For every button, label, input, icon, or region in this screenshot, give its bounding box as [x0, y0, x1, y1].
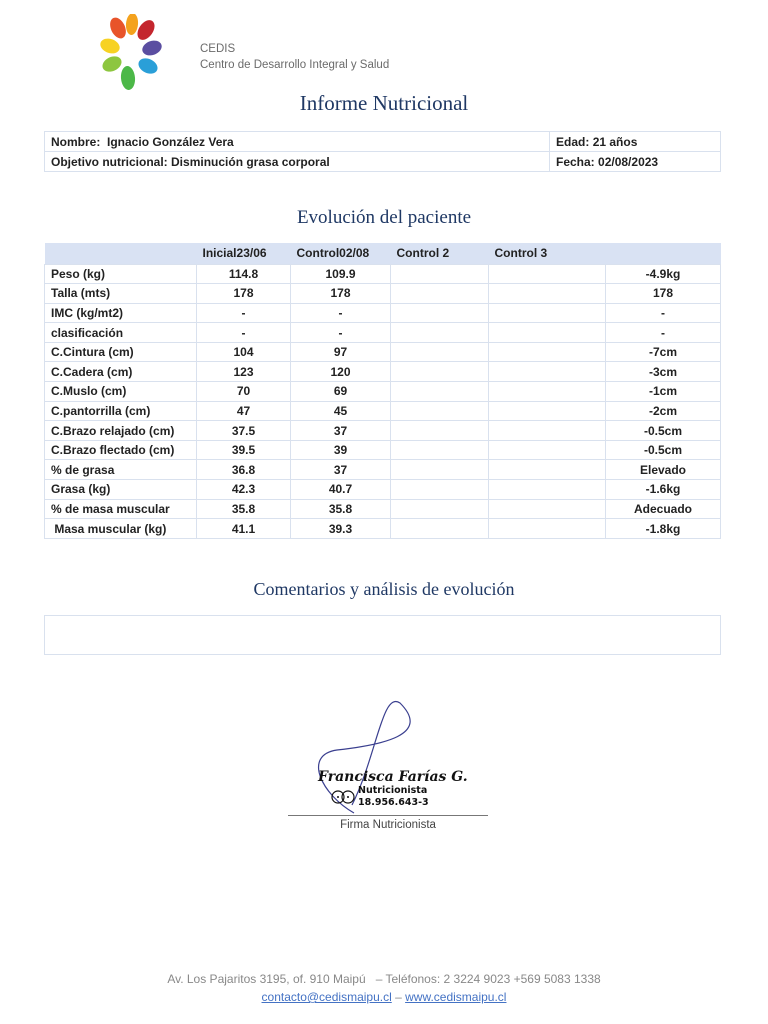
control-2-value [391, 303, 489, 323]
control-3-value [489, 480, 606, 500]
patient-name-label: Nombre: [51, 134, 101, 149]
measure-label: C.Cadera (cm) [45, 362, 197, 382]
signature-rut: 18.956.643-3 [358, 797, 429, 808]
patient-name: Ignacio González Vera [107, 134, 234, 149]
evolution-title: Evolución del paciente [296, 207, 472, 228]
control-1-value: - [291, 303, 391, 323]
initial-value: 35.8 [197, 499, 291, 519]
table-row [45, 323, 721, 343]
footer-contact [0, 972, 768, 986]
table-row [45, 460, 721, 480]
difference-value: - [606, 323, 721, 343]
measure-label: IMC (kg/mt2) [45, 303, 197, 323]
measure-label: Masa muscular (kg) [45, 519, 197, 539]
difference-value: Elevado [606, 460, 721, 480]
control-3-value [489, 303, 606, 323]
patient-goal-label: Objetivo nutricional: [51, 154, 168, 169]
org-name: CEDIS [200, 43, 236, 55]
table-row [45, 480, 721, 500]
control-2-value [391, 480, 489, 500]
header-label [45, 243, 197, 264]
control-1-value: 37 [291, 460, 391, 480]
patient-age: 21 años [592, 134, 638, 149]
footer-links [0, 990, 768, 1004]
measure-label: % de masa muscular [45, 499, 197, 519]
measure-label: C.Cintura (cm) [45, 342, 197, 362]
initial-value: 178 [197, 284, 291, 304]
control-1-value: - [291, 323, 391, 343]
evolution-table [44, 243, 721, 539]
table-row [45, 382, 721, 402]
control-3-value [489, 342, 606, 362]
patient-age-label: Edad: [556, 134, 590, 149]
initial-value: 42.3 [197, 480, 291, 500]
control-2-value [391, 460, 489, 480]
measure-label: C.pantorrilla (cm) [45, 401, 197, 421]
measure-label: Peso (kg) [45, 264, 197, 284]
difference-value: -1cm [606, 382, 721, 402]
report-date-cell [550, 152, 721, 172]
difference-value: -3cm [606, 362, 721, 382]
control-1-value: 39 [291, 440, 391, 460]
org-full-name: Centro de Desarrollo Integral y Salud [200, 59, 390, 71]
control-1-value: 120 [291, 362, 391, 382]
initial-value: 114.8 [197, 264, 291, 284]
control-3-value [489, 499, 606, 519]
control-3-value [489, 382, 606, 402]
patient-info-table [44, 131, 721, 172]
report-date-label: Fecha: [556, 154, 595, 169]
control-1-value: 37 [291, 421, 391, 441]
comments-title: Comentarios y análisis de evolución [253, 579, 515, 599]
measure-label: Talla (mts) [45, 284, 197, 304]
difference-value: -1.8kg [606, 519, 721, 539]
difference-value: -2cm [606, 401, 721, 421]
control-2-value [391, 421, 489, 441]
control-3-value [489, 323, 606, 343]
control-2-value [391, 323, 489, 343]
control-1-value: 109.9 [291, 264, 391, 284]
control-1-value: 40.7 [291, 480, 391, 500]
table-row [45, 519, 721, 539]
control-1-value: 35.8 [291, 499, 391, 519]
patient-name-cell [45, 132, 550, 152]
header-initial: Inicial23/06 [197, 243, 291, 264]
measure-label: C.Muslo (cm) [45, 382, 197, 402]
patient-goal: Disminución grasa corporal [171, 154, 330, 169]
patient-goal-cell [45, 152, 550, 172]
control-2-value [391, 382, 489, 402]
control-3-value [489, 284, 606, 304]
header-control-3: Control 3 [489, 243, 606, 264]
control-3-value [489, 519, 606, 539]
difference-value: -1.6kg [606, 480, 721, 500]
table-row [45, 303, 721, 323]
initial-value: 41.1 [197, 519, 291, 539]
control-2-value [391, 362, 489, 382]
org-heading [200, 41, 389, 73]
control-2-value [391, 499, 489, 519]
control-3-value [489, 362, 606, 382]
difference-value: Adecuado [606, 499, 721, 519]
control-3-value [489, 460, 606, 480]
footer-website-link[interactable]: www.cedismaipu.cl [405, 990, 507, 1004]
initial-value: - [197, 303, 291, 323]
header-control-2: Control 2 [391, 243, 489, 264]
control-2-value [391, 264, 489, 284]
signature-name: Francisca Farías G. [318, 769, 468, 785]
report-title: Informe Nutricional [299, 91, 469, 115]
measure-label: C.Brazo flectado (cm) [45, 440, 197, 460]
footer-separator: – [391, 990, 406, 1004]
control-2-value [391, 284, 489, 304]
control-2-value [391, 342, 489, 362]
difference-value: -7cm [606, 342, 721, 362]
table-row [45, 342, 721, 362]
initial-value: 104 [197, 342, 291, 362]
patient-info-row [45, 132, 721, 152]
strawberry-icon [332, 791, 354, 803]
control-2-value [391, 440, 489, 460]
difference-value: -0.5cm [606, 421, 721, 441]
cedis-logo [98, 14, 162, 94]
patient-age-cell [550, 132, 721, 152]
report-date: 02/08/2023 [598, 154, 659, 169]
initial-value: 39.5 [197, 440, 291, 460]
table-row [45, 499, 721, 519]
difference-value: -4.9kg [606, 264, 721, 284]
evolution-body [45, 264, 721, 538]
footer-phones: – Teléfonos: 2 3224 9023 +569 5083 1338 [375, 972, 601, 986]
footer-email-link[interactable]: contacto@cedismaipu.cl [261, 990, 392, 1004]
measure-label: clasificación [45, 323, 197, 343]
evolution-header-row [45, 243, 721, 264]
control-1-value: 178 [291, 284, 391, 304]
initial-value: - [197, 323, 291, 343]
initial-value: 37.5 [197, 421, 291, 441]
control-1-value: 97 [291, 342, 391, 362]
header-difference [606, 243, 721, 264]
control-1-value: 69 [291, 382, 391, 402]
footer-address: Av. Los Pajaritos 3195, of. 910 Maipú [167, 972, 366, 986]
initial-value: 70 [197, 382, 291, 402]
initial-value: 36.8 [197, 460, 291, 480]
control-2-value [391, 519, 489, 539]
measure-label: Grasa (kg) [45, 480, 197, 500]
header-control-1: Control02/08 [291, 243, 391, 264]
measure-label: C.Brazo relajado (cm) [45, 421, 197, 441]
measure-label: % de grasa [45, 460, 197, 480]
signature-image [282, 695, 497, 815]
patient-info-row [45, 152, 721, 172]
control-3-value [489, 421, 606, 441]
table-row [45, 440, 721, 460]
difference-value: - [606, 303, 721, 323]
difference-value: -0.5cm [606, 440, 721, 460]
difference-value: 178 [606, 284, 721, 304]
table-row [45, 264, 721, 284]
initial-value: 47 [197, 401, 291, 421]
table-row [45, 401, 721, 421]
initial-value: 123 [197, 362, 291, 382]
table-row [45, 421, 721, 441]
comments-box [44, 615, 721, 655]
control-1-value: 45 [291, 401, 391, 421]
control-3-value [489, 401, 606, 421]
hands-icon [98, 14, 162, 91]
control-3-value [489, 440, 606, 460]
signature-role: Nutricionista [358, 785, 428, 796]
table-row [45, 284, 721, 304]
control-1-value: 39.3 [291, 519, 391, 539]
signature-line [288, 815, 488, 816]
control-2-value [391, 401, 489, 421]
control-3-value [489, 264, 606, 284]
table-row [45, 362, 721, 382]
signature-label: Firma Nutricionista [340, 819, 436, 831]
